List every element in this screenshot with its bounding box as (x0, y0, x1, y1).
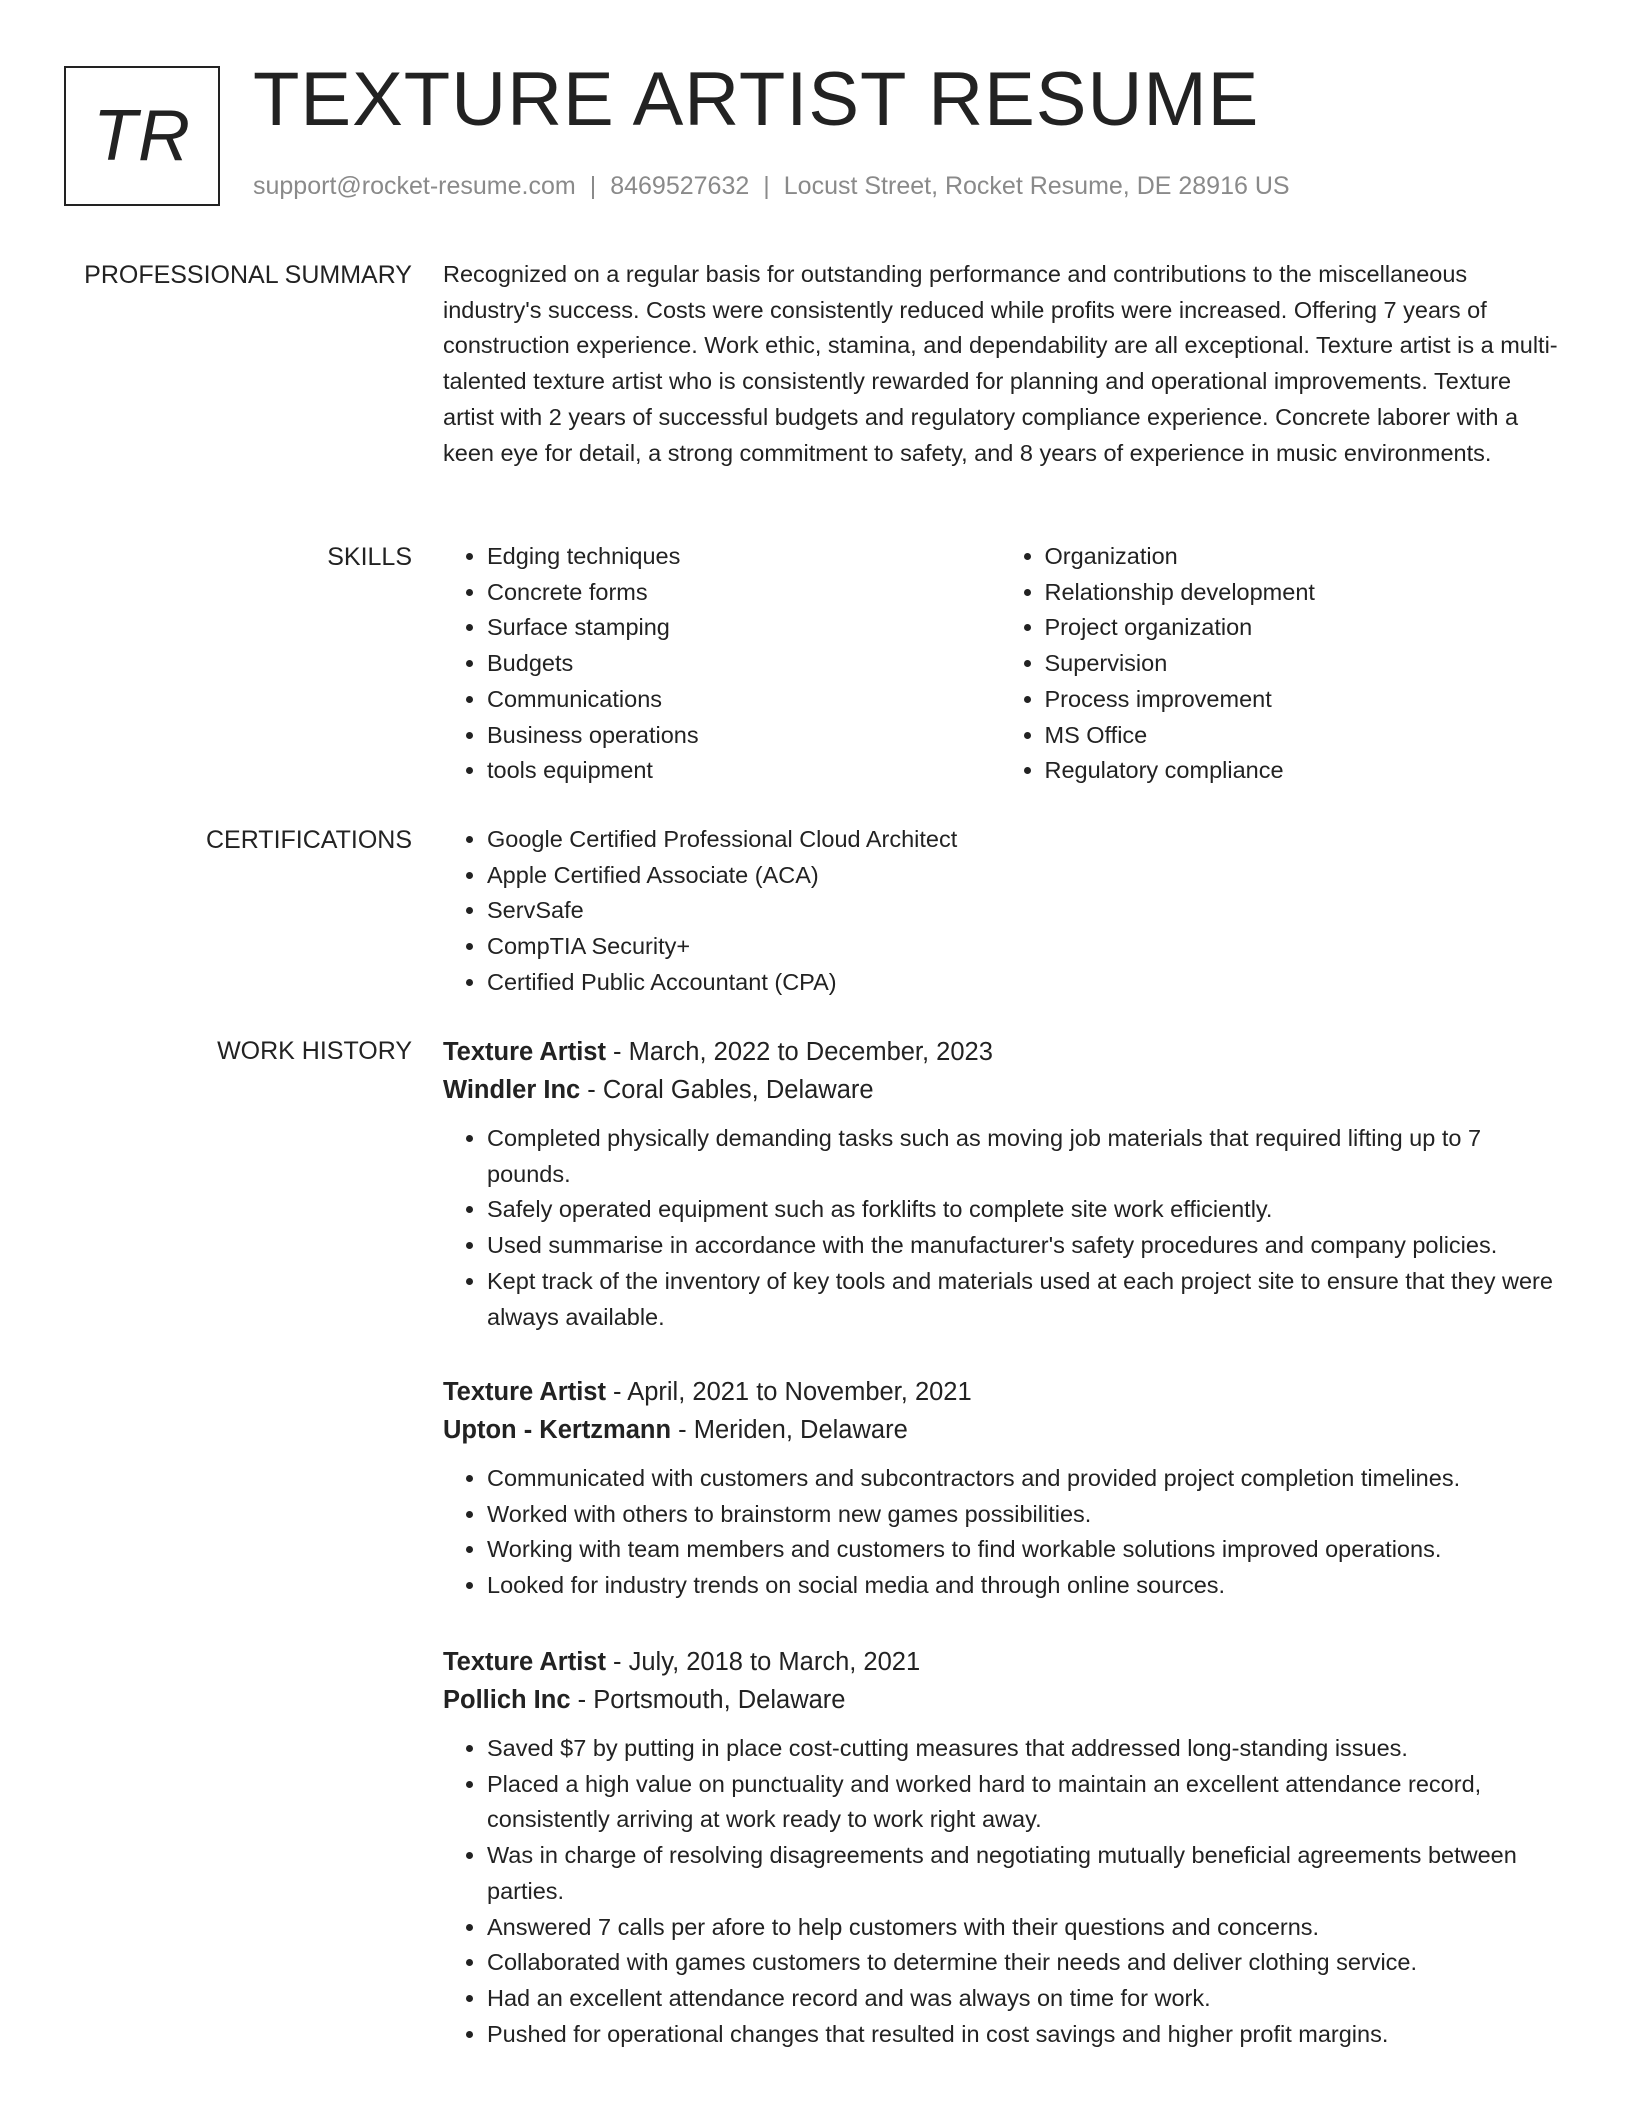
job-bullet: • Saved $7 by putting in place cost-cutting measures that addressed long-standing issues. (487, 1731, 1558, 1767)
job-bullets (443, 1731, 1558, 2052)
job-employer-line (443, 1071, 1558, 1109)
certifications-list (443, 822, 1558, 1001)
job-bullets (443, 1121, 1558, 1335)
job-bullet: • Looked for industry trends on social media and through online sources. (487, 1568, 1558, 1604)
skills-list (443, 539, 1558, 789)
certifications-body (443, 822, 1558, 1001)
skills-column-right (1001, 539, 1559, 789)
job-title-line (443, 1373, 1558, 1411)
contact-email: support@rocket-resume.com (253, 172, 576, 200)
skill-item: • Relationship development (1045, 575, 1559, 611)
job-bullet: • Placed a high value on punctuality and worked hard to maintain an excellent attendance record, consistently arriving at work ready to work right away. (487, 1767, 1558, 1838)
job-bullet: • Had an excellent attendance record and was always on time for work. (487, 1981, 1558, 2017)
job-bullet: • Worked with others to brainstorm new games possibilities. (487, 1497, 1558, 1533)
skill-item: • Concrete forms (487, 575, 1001, 611)
skills-heading: SKILLS (327, 543, 412, 571)
contact-separator: | (763, 172, 770, 200)
skill-item: • Budgets (487, 646, 1001, 682)
job-bullet: • Kept track of the inventory of key tools and materials used at each project site to ensure that they were always available. (487, 1264, 1558, 1335)
job-bullet: • Completed physically demanding tasks such as moving job materials that required lifting up to 7 pounds. (487, 1121, 1558, 1192)
summary-heading: PROFESSIONAL SUMMARY (84, 261, 412, 289)
job-bullet: • Pushed for operational changes that resulted in cost savings and higher profit margins. (487, 2017, 1558, 2053)
skill-item: • Communications (487, 682, 1001, 718)
job-bullet: • Working with team members and customers to find workable solutions improved operations. (487, 1532, 1558, 1568)
work-history-heading: WORK HISTORY (217, 1037, 412, 1065)
job-employer: Pollich Inc (443, 1686, 571, 1714)
skill-item: • MS Office (1045, 718, 1559, 754)
job-dates: - July, 2018 to March, 2021 (605, 1648, 921, 1676)
job-employer-line (443, 1411, 1558, 1449)
certifications-heading: CERTIFICATIONS (205, 826, 412, 854)
contact-separator: | (589, 172, 597, 200)
job-bullet: • Collaborated with games customers to determine their needs and deliver clothing service. (487, 1945, 1558, 1981)
job-bullet: • Answered 7 calls per afore to help customers with their questions and concerns. (487, 1910, 1558, 1946)
job-body (443, 1373, 1558, 1604)
monogram-logo: TR (64, 66, 220, 206)
job-bullet: • Safely operated equipment such as forklifts to complete site work efficiently. (487, 1192, 1558, 1228)
skill-item: • Edging techniques (487, 539, 1001, 575)
resume-title: TEXTURE ARTIST RESUME (253, 57, 1260, 142)
job-location: - Portsmouth, Delaware (570, 1686, 846, 1714)
job-title: Texture Artist (443, 1648, 606, 1676)
skill-item: • tools equipment (487, 753, 1001, 789)
job-title-line (443, 1033, 1558, 1071)
job-employer-line (443, 1681, 1558, 1719)
skill-item: • Organization (1045, 539, 1559, 575)
job-bullets (443, 1461, 1558, 1604)
contact-line (253, 172, 1290, 201)
job-bullet: • Used summarise in accordance with the manufacturer's safety procedures and company policies. (487, 1228, 1558, 1264)
job-bullet: • Communicated with customers and subcontractors and provided project completion timelines. (487, 1461, 1558, 1497)
job-body (443, 1033, 1558, 1335)
skill-item: • Project organization (1045, 610, 1559, 646)
job-title: Texture Artist (443, 1038, 606, 1066)
certification-item: • Apple Certified Associate (ACA) (487, 858, 1558, 894)
job-employer: Upton - Kertzmann (443, 1416, 672, 1444)
job-dates: - April, 2021 to November, 2021 (605, 1378, 972, 1406)
certification-item: • Google Certified Professional Cloud Architect (487, 822, 1558, 858)
skill-item: • Regulatory compliance (1045, 753, 1559, 789)
job-dates: - March, 2022 to December, 2023 (605, 1038, 993, 1066)
skill-item: • Process improvement (1045, 682, 1559, 718)
job-title-line (443, 1643, 1558, 1681)
skills-column-left (443, 539, 1001, 789)
job-employer: Windler Inc (443, 1076, 581, 1104)
skill-item: • Supervision (1045, 646, 1559, 682)
summary-text: Recognized on a regular basis for outstanding performance and contributions to the miscellaneous industry's success. Costs were consistently reduced while profits were increased. Offering 7 years of construction experience. Work ethic, stamina, and dependability are all exceptional. Texture artist is a multi-talented texture artist who is consistently rewarded for planning and operational improvements. Texture artist with 2 years of successful budgets and regulatory compliance experience. Concrete laborer with a keen eye for detail, a strong commitment to safety, and 8 years of experience in music environments. (443, 261, 1558, 466)
skill-item: • Surface stamping (487, 610, 1001, 646)
job-bullet: • Was in charge of resolving disagreements and negotiating mutually beneficial agreements between parties. (487, 1838, 1558, 1909)
job-location: - Meriden, Delaware (671, 1416, 908, 1444)
certification-item: • Certified Public Accountant (CPA) (487, 965, 1558, 1001)
job-title: Texture Artist (443, 1378, 606, 1406)
certification-item: • CompTIA Security+ (487, 929, 1558, 965)
contact-address: Locust Street, Rocket Resume, DE 28916 US (783, 172, 1290, 200)
certification-item: • ServSafe (487, 893, 1558, 929)
contact-phone: 8469527632 (610, 172, 750, 200)
skill-item: • Business operations (487, 718, 1001, 754)
job-body (443, 1643, 1558, 2052)
job-location: - Coral Gables, Delaware (580, 1076, 874, 1104)
